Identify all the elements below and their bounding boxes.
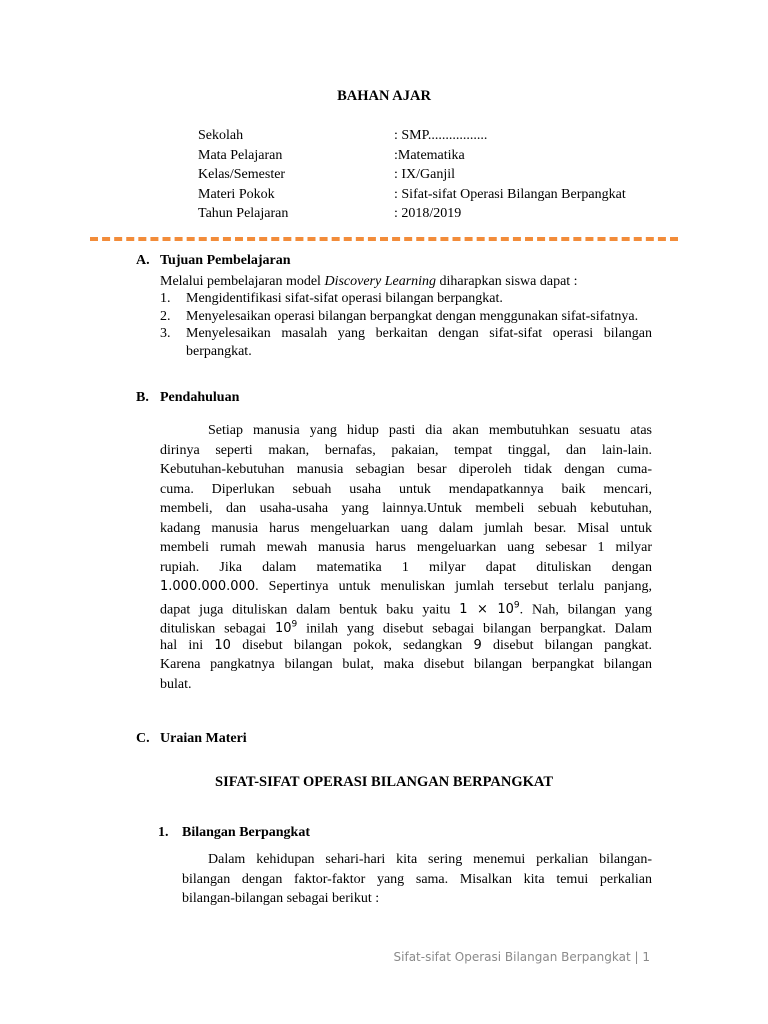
paragraph-line: membeli, dan usaha-usaha yang lainnya.Untuk membeli sebuah kebutuhan, (160, 501, 652, 516)
dashed-divider (90, 237, 678, 241)
subsection-title: Bilangan Berpangkat (182, 825, 310, 840)
list-number: 1. (160, 291, 171, 306)
subsection-number: 1. (158, 825, 169, 840)
math-number: 10 (214, 637, 231, 653)
meta-label: Tahun Pelajaran (198, 206, 289, 221)
list-item (160, 290, 652, 308)
section-c-heading (136, 731, 247, 747)
meta-row (198, 126, 626, 146)
meta-value: : Sifat-sifat Operasi Bilangan Berpangkat (394, 186, 626, 202)
meta-row (198, 204, 626, 224)
paragraph-line: Setiap manusia yang hidup pasti dia akan membutuhkan sesuatu atas (208, 423, 652, 438)
paragraph-line: bilangan dengan faktor-faktor yang sama. Misalkan kita temui perkalian (182, 871, 652, 887)
intro-text: Melalui pembelajaran model (160, 274, 325, 289)
paragraph-line: kadang manusia harus mengeluarkan uang dalam jumlah besar. Misal untuk (160, 520, 652, 536)
paragraph-line: bilangan-bilangan sebagai berikut : (182, 891, 380, 906)
list-number: 3. (160, 326, 171, 341)
section-letter: C. (136, 731, 150, 746)
page-footer: Sifat-sifat Operasi Bilangan Berpangkat | 1 (393, 950, 650, 964)
section-title: Pendahuluan (160, 390, 240, 405)
line-text: disebut bilangan pangkat. (481, 637, 653, 653)
list-item (160, 325, 652, 360)
list-text: Mengidentifikasi sifat-sifat operasi bilangan berpangkat. (186, 291, 503, 306)
paragraph-line: Karena pangkatnya bilangan bulat, maka disebut bilangan berpangkat bilangan (160, 657, 652, 672)
subsection-heading (158, 825, 310, 841)
meta-table (198, 126, 626, 224)
meta-label: Kelas/Semester (198, 167, 286, 182)
paragraph-line: bulat. (160, 676, 192, 692)
paragraph-line: Kebutuhan-kebutuhan manusia sebagian besar diperoleh tidak dengan cuma- (160, 462, 652, 477)
math-number: 1.000.000.000 (160, 579, 256, 594)
line-text: . Nah, bilangan yang (519, 601, 652, 617)
line-text: . Sepertinya untuk menuliskan jumlah tersebut terlalu panjang, (255, 579, 652, 594)
objectives-list (160, 290, 652, 360)
paragraph-line (160, 597, 652, 617)
intro-paragraph (160, 421, 652, 694)
material-title: SIFAT-SIFAT OPERASI BILANGAN BERPANGKAT (215, 774, 553, 790)
line-text: inilah yang disebut sebagai bilangan berpangkat. Dalam (297, 621, 652, 637)
paragraph-line: rupiah. Jika dalam matematika 1 milyar dapat dituliskan dengan (160, 559, 652, 575)
paragraph-line: Dalam kehidupan sehari-hari kita sering menemui perkalian bilangan- (208, 852, 652, 867)
math-expression (459, 602, 519, 617)
section-title: Tujuan Pembelajaran (160, 253, 291, 268)
line-text: dapat juga dituliskan dalam bentuk baku yaitu (160, 601, 460, 617)
section-b-heading (136, 390, 239, 406)
meta-value: :Matematika (394, 147, 465, 163)
math-exponent: 9 (513, 600, 520, 611)
section-a-intro (160, 272, 578, 292)
meta-value: : SMP................. (394, 128, 488, 143)
line-text: hal ini (160, 637, 215, 653)
meta-value: : 2018/2019 (394, 206, 462, 221)
math-expression (275, 621, 297, 636)
paragraph-line (160, 636, 652, 656)
meta-label: Mata Pelajaran (198, 147, 283, 163)
math-number: 9 (473, 637, 482, 653)
document-title: BAHAN AJAR (337, 88, 431, 104)
paragraph-line: cuma. Diperlukan sebuah usaha untuk mendapatkannya baik mencari, (160, 481, 652, 497)
meta-row (198, 185, 626, 205)
list-number: 2. (160, 308, 171, 324)
line-text: dituliskan sebagai (160, 621, 275, 637)
paragraph-line: dirinya seperti makan, bernafas, pakaian, tempat tinggal, dan lain-lain. (160, 442, 652, 458)
meta-label: Materi Pokok (198, 186, 275, 202)
paragraph-line (160, 577, 652, 597)
paragraph-line (160, 616, 652, 636)
intro-emphasis: Discovery Learning (324, 274, 437, 289)
section-letter: B. (136, 390, 149, 405)
paragraph-line: membeli rumah mewah manusia harus mengeluarkan uang sebesar 1 milyar (160, 540, 652, 555)
intro-text: diharapkan siswa dapat : (436, 274, 578, 289)
subsection-paragraph (182, 850, 652, 909)
math-base: 10 (274, 621, 292, 637)
meta-label: Sekolah (198, 128, 244, 143)
section-letter: A. (136, 253, 150, 268)
math-base: 1 × 10 (459, 601, 514, 617)
list-text: Menyelesaikan operasi bilangan berpangkat dengan menggunakan sifat-sifatnya. (186, 308, 639, 324)
meta-value: : IX/Ganjil (394, 167, 456, 182)
line-text: disebut bilangan pokok, sedangkan (230, 637, 474, 653)
meta-row (198, 165, 626, 185)
meta-row (198, 146, 626, 166)
section-a-heading (136, 253, 291, 269)
math-exponent: 9 (291, 620, 298, 630)
list-text: Menyelesaikan masalah yang berkaitan dengan sifat-sifat operasi bilangan berpangkat. (186, 326, 652, 359)
list-item (160, 308, 652, 326)
section-title: Uraian Materi (160, 731, 247, 746)
